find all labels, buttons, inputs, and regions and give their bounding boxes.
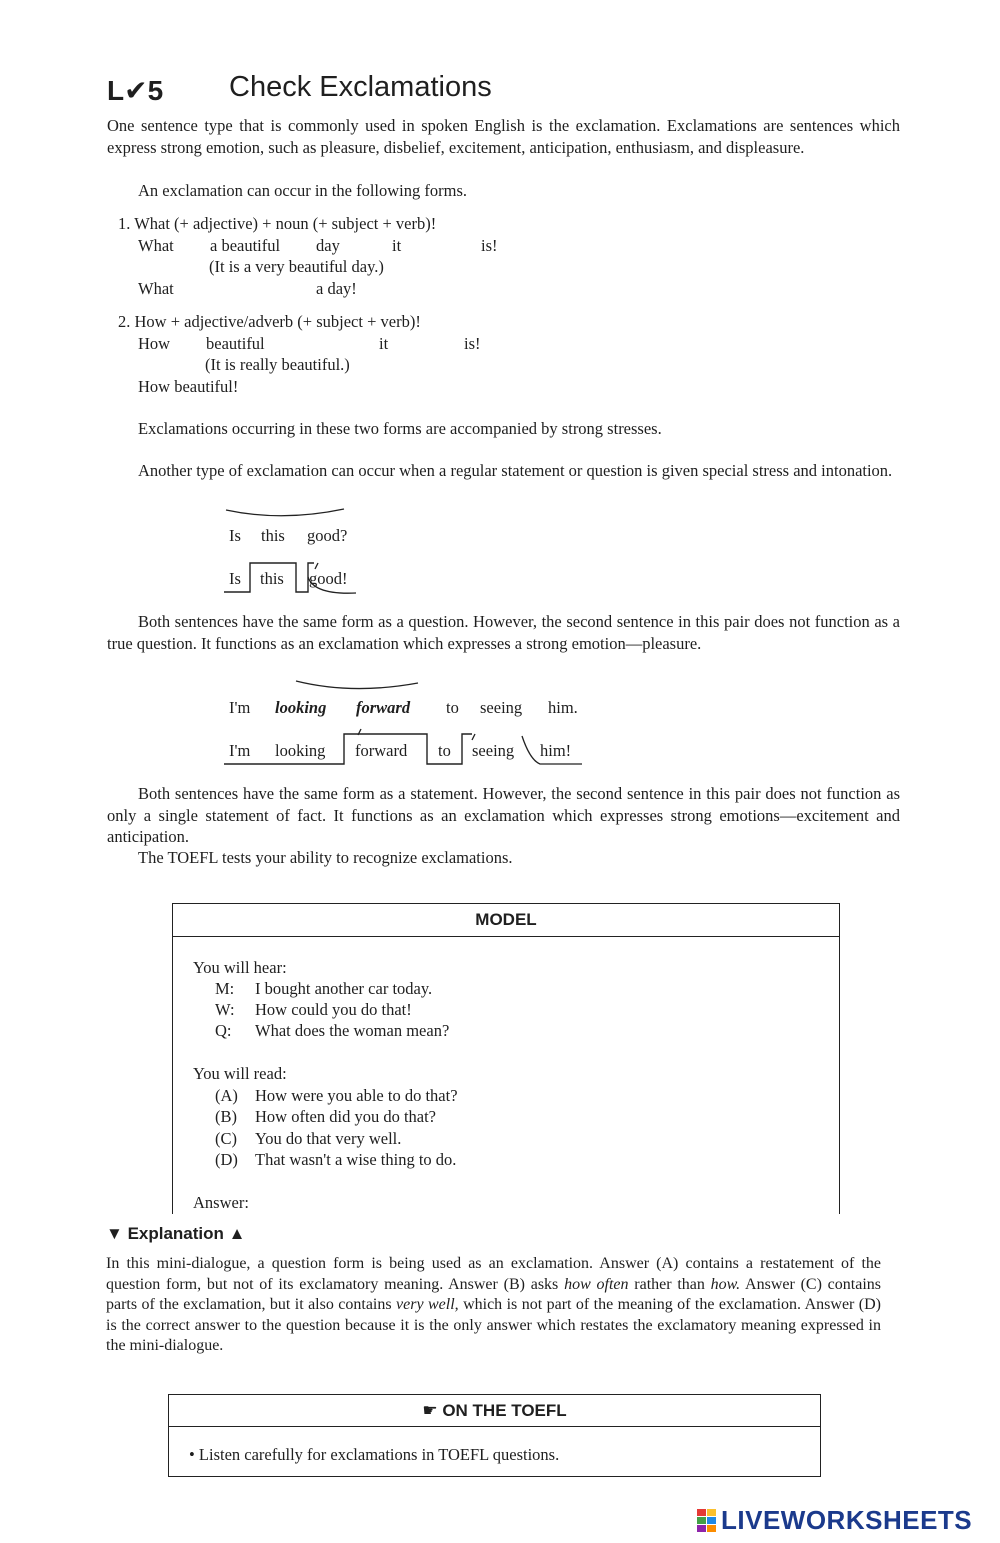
form2-paraphrase: (It is really beautiful.) — [205, 355, 350, 374]
read-label: You will read: — [193, 1064, 287, 1083]
form2-ex-verb: is! — [464, 334, 481, 353]
bullet-icon: • — [189, 1445, 195, 1464]
hear-label: You will hear: — [193, 958, 287, 977]
form1-short-what: What — [138, 279, 174, 298]
another-type-paragraph: Another type of exclamation can occur when a regular statement or question is given special stress and intonation. — [138, 461, 893, 480]
pair2-e-him: him! — [540, 741, 572, 760]
brand-logo — [697, 1505, 972, 1536]
pair2-s-seeing: seeing — [480, 698, 523, 717]
form1-ex-subject: it — [392, 236, 402, 255]
explanation-text-b: rather than — [628, 1275, 711, 1293]
pair2-e-to: to — [438, 741, 451, 760]
on-toefl-divider — [169, 1426, 820, 1427]
explanation-em-very-well: very well, — [396, 1296, 459, 1313]
option-a-key: (A) — [215, 1086, 238, 1105]
on-toefl-heading: ON THE TOEFL — [442, 1401, 567, 1420]
form1-formula: 1. What (+ adjective) + noun (+ subject + verb)! — [118, 214, 437, 233]
pair2-s-im: I'm — [229, 698, 251, 717]
dialogue-w-text: How could you do that! — [255, 1000, 412, 1019]
pair2-s-to: to — [446, 698, 459, 717]
model-heading: MODEL — [475, 910, 537, 929]
option-b-key: (B) — [215, 1107, 237, 1126]
pointing-hand-icon: ☛ — [422, 1401, 438, 1420]
form2-ex-subject: it — [379, 334, 389, 353]
toefl-tests-line: The TOEFL tests your ability to recognize exclamations. — [138, 848, 513, 867]
form2-formula: 2. How + adjective/adverb (+ subject + verb)! — [118, 312, 421, 331]
pair2-e-seeing: seeing — [472, 741, 515, 760]
explain1-paragraph: Both sentences have the same form as a question. However, the second sentence in this pair does not function as a true question. It functions as an exclamation which expresses a strong emotion—pleasure. — [107, 612, 900, 653]
explanation-heading: Explanation — [127, 1224, 224, 1243]
pair2-s-forward: forward — [356, 698, 411, 717]
explain2-paragraph: Both sentences have the same form as a statement. However, the second sentence in this pair does not function as only a single statement of fact. It functions as an exclamation which expresses strong emotions—excitement and anticipation. — [107, 784, 900, 846]
form1-ex-what: What — [138, 236, 174, 255]
form2-short: How beautiful! — [138, 377, 239, 396]
answer-label: Answer: — [193, 1193, 249, 1212]
option-c-key: (C) — [215, 1129, 237, 1148]
intro-paragraph: One sentence type that is commonly used in spoken English is the exclamation. Exclamations are sentences which express strong emotion, such as pleasure, disbelief, excitement, anticipation, enthusiasm, and displeasure. — [107, 116, 900, 157]
intonation-arc-2 — [290, 676, 430, 692]
dialogue-m-speaker: M: — [215, 979, 235, 998]
form1-ex-adj: a beautiful — [210, 236, 281, 255]
brand-text: LIVEWORKSHEETS — [721, 1505, 973, 1535]
explanation-text-a: In this mini-dialogue, a question form is being used as an exclamation. Answer (A) contains a restatement of the question form, but not of its exclamatory meaning. Answer (B) asks — [106, 1255, 881, 1293]
on-toefl-bullet-text: Listen carefully for exclamations in TOEFL questions. — [198, 1445, 560, 1464]
explanation-text-c: Answer (C) contains parts of the exclamation, but it also contains — [106, 1275, 881, 1313]
lesson-code: L✔5 — [107, 75, 164, 106]
triangle-up-icon: ▲ — [228, 1224, 246, 1243]
on-toefl-heading-row — [169, 1401, 820, 1421]
explanation-paragraph — [106, 1254, 881, 1357]
on-toefl-box — [168, 1394, 821, 1477]
pair2-e-im: I'm — [229, 741, 251, 760]
pair1-e-is: Is — [229, 569, 241, 588]
pair1-e-this: this — [260, 569, 284, 588]
option-a-text: How were you able to do that? — [255, 1086, 458, 1105]
form1-ex-verb: is! — [481, 236, 498, 255]
pair1-q-this: this — [261, 526, 285, 545]
form1-ex-noun: day — [316, 236, 340, 255]
brand-blocks-icon — [697, 1509, 717, 1533]
pair2-s-looking: looking — [275, 698, 327, 717]
pair1-q-is: Is — [229, 526, 241, 545]
dialogue-w-speaker: W: — [215, 1000, 235, 1019]
triangle-down-icon: ▼ — [106, 1224, 123, 1243]
option-b-text: How often did you do that? — [255, 1107, 437, 1126]
option-d-key: (D) — [215, 1150, 238, 1169]
pair1-e-good: good! — [309, 569, 348, 588]
model-box — [172, 903, 840, 1214]
pair2-e-looking: looking — [275, 741, 326, 760]
pair2-e-forward: forward — [355, 741, 408, 760]
option-d-text: That wasn't a wise thing to do. — [255, 1150, 457, 1169]
dialogue-q-speaker: Q: — [215, 1021, 232, 1040]
form2-ex-how: How — [138, 334, 171, 353]
explanation-text-d: which is not part of the meaning of the exclamation. Answer (D) is the correct answer to the question because it is the only answer which restates the exclamatory meaning expressed in the mini-dialogue. — [106, 1296, 882, 1354]
option-c-text: You do that very well. — [255, 1129, 402, 1148]
dialogue-q-text: What does the woman mean? — [255, 1021, 450, 1040]
intonation-arc — [222, 504, 352, 520]
page-title: Check Exclamations — [229, 71, 492, 103]
form1-short-rest: a day! — [316, 279, 357, 298]
intro-forms-line: An exclamation can occur in the following forms. — [138, 181, 467, 200]
model-divider — [173, 936, 839, 937]
form1-paraphrase: (It is a very beautiful day.) — [209, 257, 384, 276]
on-toefl-bullet — [189, 1444, 559, 1465]
dialogue-m-text: I bought another car today. — [255, 979, 433, 998]
stress-note: Exclamations occurring in these two forms are accompanied by strong stresses. — [138, 419, 662, 438]
explanation-heading-row — [106, 1224, 245, 1244]
form2-ex-adj: beautiful — [206, 334, 265, 353]
pair2-s-him: him. — [548, 698, 578, 717]
explanation-em-how-often: how often — [564, 1275, 629, 1293]
explanation-em-how: how. — [710, 1275, 741, 1293]
pair1-q-good: good? — [307, 526, 348, 545]
